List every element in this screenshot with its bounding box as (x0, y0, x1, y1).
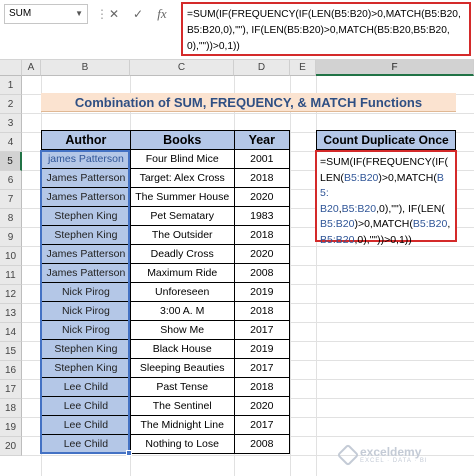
year-cell[interactable]: 2020 (234, 397, 289, 416)
formula-line (320, 217, 452, 233)
table-row (42, 378, 290, 397)
row-header[interactable]: 9 (0, 228, 22, 247)
book-cell[interactable]: Pet Sematary (130, 207, 234, 226)
formula-line (320, 202, 452, 218)
formula-line (320, 233, 452, 249)
year-cell[interactable]: 2017 (234, 416, 289, 435)
author-cell[interactable]: Nick Pirog (42, 321, 131, 340)
year-cell[interactable]: 2017 (234, 359, 289, 378)
book-cell[interactable]: Nothing to Lose (130, 435, 234, 454)
header-author[interactable]: Author (42, 131, 131, 150)
gridline (22, 113, 474, 114)
author-cell[interactable]: Lee Child (42, 435, 131, 454)
year-cell[interactable]: 2018 (234, 378, 289, 397)
range-reference: B20 (320, 202, 339, 215)
row-header[interactable]: 11 (0, 266, 22, 285)
row-header[interactable]: 10 (0, 247, 22, 266)
column-header[interactable]: C (130, 60, 234, 76)
row-header[interactable]: 6 (0, 171, 22, 190)
table-row (42, 264, 290, 283)
book-cell[interactable]: Maximum Ride (130, 264, 234, 283)
formula-text: =SUM(IF(FREQUENCY(IF( (320, 156, 449, 168)
author-cell[interactable]: James Patterson (42, 264, 131, 283)
cancel-icon[interactable]: ✕ (108, 7, 120, 21)
grip-icon: ⋮ (96, 7, 107, 21)
formula-text: LEN( (320, 171, 344, 184)
column-header[interactable]: E (290, 60, 316, 76)
row-header[interactable]: 5 (0, 152, 22, 171)
year-cell[interactable]: 2018 (234, 302, 289, 321)
header-books[interactable]: Books (130, 131, 234, 150)
book-cell[interactable]: The Outsider (130, 226, 234, 245)
enter-icon[interactable]: ✓ (132, 7, 144, 21)
row-header[interactable]: 20 (0, 437, 22, 456)
book-cell[interactable]: 3:00 A. M (130, 302, 234, 321)
year-cell[interactable]: 2008 (234, 435, 289, 454)
range-reference: B5:B20 (412, 218, 448, 230)
formula-text: , (447, 218, 451, 230)
row-header[interactable]: 3 (0, 114, 22, 133)
book-cell[interactable]: Show Me (130, 321, 234, 340)
table-row (42, 226, 290, 245)
formula-text: ,0),""), IF(LEN( (376, 202, 445, 215)
table-row (42, 359, 290, 378)
book-cell[interactable]: Deadly Cross (130, 245, 234, 264)
row-header[interactable]: 13 (0, 304, 22, 323)
row-header[interactable]: 4 (0, 133, 22, 152)
select-all-corner[interactable] (0, 60, 22, 76)
row-header[interactable]: 17 (0, 380, 22, 399)
header-year[interactable]: Year (234, 131, 289, 150)
author-cell[interactable]: Stephen King (42, 226, 131, 245)
book-cell[interactable]: Unforeseen (130, 283, 234, 302)
table-row (42, 302, 290, 321)
table-row (42, 207, 290, 226)
books-table (41, 130, 290, 454)
column-header[interactable]: B (41, 60, 130, 76)
book-cell[interactable]: The Sentinel (130, 397, 234, 416)
row-header[interactable]: 7 (0, 190, 22, 209)
gridline (290, 76, 291, 476)
author-cell[interactable]: Lee Child (42, 416, 131, 435)
row-header[interactable]: 18 (0, 399, 22, 418)
formula-bar (0, 0, 474, 60)
range-reference: B5:B20 (343, 171, 379, 184)
book-cell[interactable]: Black House (130, 340, 234, 359)
row-header[interactable]: 14 (0, 323, 22, 342)
table-row (42, 169, 290, 188)
author-cell[interactable]: james Patterson (42, 150, 131, 169)
year-cell[interactable]: 1983 (234, 207, 289, 226)
year-cell[interactable]: 2020 (234, 245, 289, 264)
author-cell[interactable]: James Patterson (42, 188, 131, 207)
table-header-row (42, 131, 290, 150)
row-header[interactable]: 16 (0, 361, 22, 380)
insert-function-button[interactable]: fx (157, 6, 167, 21)
row-header[interactable]: 19 (0, 418, 22, 437)
table-row (42, 340, 290, 359)
formula-text: )>0,MATCH( (378, 171, 437, 184)
table-row (42, 321, 290, 340)
year-cell[interactable]: 2001 (234, 150, 289, 169)
row-header[interactable]: 1 (0, 76, 22, 95)
column-header[interactable]: D (234, 60, 290, 76)
book-cell[interactable]: Four Blind Mice (130, 150, 234, 169)
row-header[interactable]: 15 (0, 342, 22, 361)
exceldemy-logo-icon (337, 444, 360, 467)
year-cell[interactable]: 2008 (234, 264, 289, 283)
formula-text: ,0),""))>0,1)) (354, 233, 412, 246)
book-cell[interactable]: The Summer House (130, 188, 234, 207)
chevron-down-icon[interactable]: ▼ (75, 9, 83, 18)
author-cell[interactable]: Nick Pirog (42, 283, 131, 302)
formula-line (320, 171, 452, 202)
fill-handle[interactable] (126, 450, 132, 456)
name-box[interactable] (4, 4, 88, 24)
author-cell[interactable]: Stephen King (42, 340, 131, 359)
author-cell[interactable]: James Patterson (42, 245, 131, 264)
formula-text: , (338, 202, 342, 215)
column-header[interactable]: A (22, 60, 41, 76)
year-cell[interactable]: 2018 (234, 226, 289, 245)
range-reference: B5:B20 (320, 233, 355, 246)
table-row (42, 397, 290, 416)
formula-edit-cell[interactable] (315, 150, 457, 246)
range-reference: B5: (320, 171, 444, 199)
name-box-value: SUM (9, 8, 32, 19)
row-header[interactable]: 12 (0, 285, 22, 304)
range-reference: B5:B20 (341, 202, 377, 215)
year-cell[interactable]: 2019 (234, 283, 289, 302)
table-row (42, 150, 290, 169)
author-cell[interactable]: Stephen King (42, 207, 131, 226)
watermark-brand: exceldemy (360, 445, 422, 459)
watermark (340, 443, 428, 467)
formula-text: )>0,MATCH( (354, 218, 413, 230)
table-row (42, 416, 290, 435)
author-cell[interactable]: Lee Child (42, 397, 131, 416)
book-cell[interactable]: The Midnight Line (130, 416, 234, 435)
year-cell[interactable]: 2019 (234, 340, 289, 359)
table-row (42, 188, 290, 207)
column-header[interactable]: F (316, 60, 474, 76)
sheet-title: Combination of SUM, FREQUENCY, & MATCH Functions (41, 93, 456, 112)
formula-line (320, 155, 452, 171)
author-cell[interactable]: Nick Pirog (42, 302, 131, 321)
year-cell[interactable]: 2018 (234, 169, 289, 188)
row-header[interactable]: 2 (0, 95, 22, 114)
table-row (42, 245, 290, 264)
year-cell[interactable]: 2020 (234, 188, 289, 207)
row-header[interactable]: 8 (0, 209, 22, 228)
count-duplicate-header[interactable]: Count Duplicate Once (316, 130, 456, 150)
table-row (42, 435, 290, 454)
author-cell[interactable]: Stephen King (42, 359, 131, 378)
range-reference: B5:B20 (320, 218, 355, 230)
author-cell[interactable]: James Patterson (42, 169, 131, 188)
author-cell[interactable]: Lee Child (42, 378, 131, 397)
formula-input[interactable]: =SUM(IF(FREQUENCY(IF(LEN(B5:B20)>0,MATCH(B5:B20,B5:B20,0),""), IF(LEN(B5:B20)>0,MATCH(B5:B20,B5:B20,0),""))>0,1)) (181, 2, 471, 56)
book-cell[interactable]: Past Tense (130, 378, 234, 397)
book-cell[interactable]: Sleeping Beauties (130, 359, 234, 378)
watermark-tagline: EXCEL · DATA · BI (360, 458, 428, 464)
year-cell[interactable]: 2017 (234, 321, 289, 340)
book-cell[interactable]: Target: Alex Cross (130, 169, 234, 188)
table-row (42, 283, 290, 302)
